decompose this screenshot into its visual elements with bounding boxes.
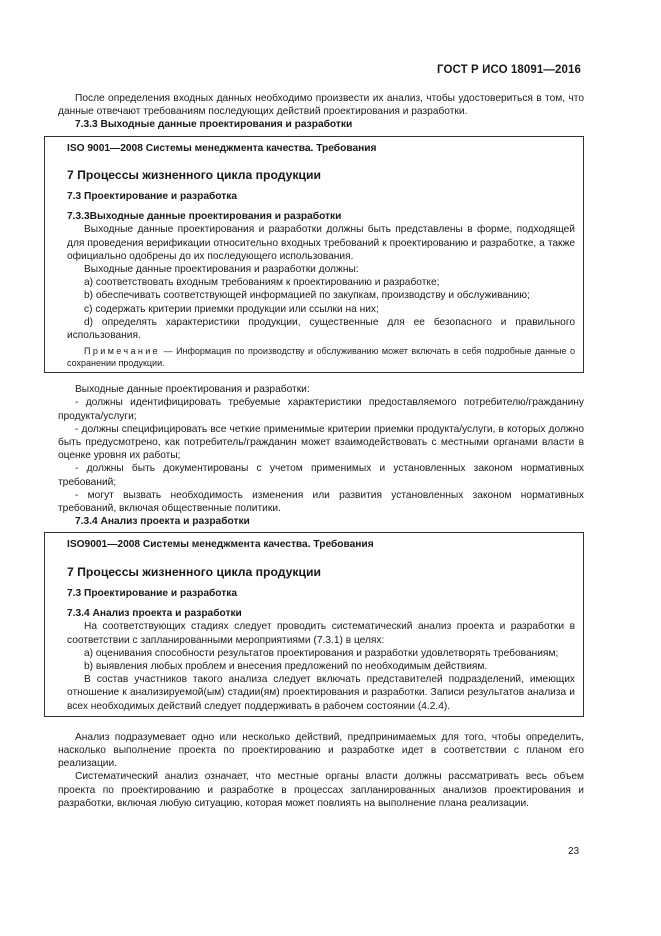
box2-list (67, 647, 575, 673)
box1-heading-7-3: 7.3 Проектирование и разработка (67, 191, 238, 203)
outro-paragraph-2: Систематический анализ означает, что местные органы власти должны рассматривать весь объем проекта по проектированию и разработке в процессах запланированных анализов проектирования и разработки, включая любую ситуацию, которая может повлиять на выполнение плана реализации. (58, 771, 584, 809)
list-item: - должны идентифицировать требуемые характеристики предоставляемого потребителю/гражданину продукта/услуги; (58, 397, 584, 422)
list-item: - могут вызвать необходимость изменения или развития установленных законом нормативных требований, включая общественные политики. (58, 489, 584, 515)
mid-list (58, 396, 584, 515)
list-item: b) обеспечивать соответствующей информацией по закупкам, производству и обслуживанию; (84, 290, 530, 302)
list-item: - должны специфицировать все четкие применимые критерии приемки продукта/услуги, в которых должно быть предусмотрено, как потребитель/гражданин может взаимодействовать с местными органами власти в оценке уровня их работы; (58, 423, 584, 462)
list-item: a) соответствовать входным требованиям к проектированию и разработке; (84, 277, 440, 289)
note-label: Примечание (84, 346, 161, 357)
intro-paragraph: После определения входных данных необходимо произвести их анализ, чтобы удостовериться в том, что данные отвечают требованиям последующих действий проектирования и разработки. (58, 93, 584, 118)
box2-heading-7-3: 7.3 Проектирование и разработка (67, 587, 238, 599)
page-number: 23 (568, 846, 580, 857)
list-item: d) определять характеристики продукции, существенные для ее безопасного и правильного использования. (67, 316, 575, 342)
section-heading-7-3-4: 7.3.4 Анализ проекта и разработки (75, 516, 250, 528)
box2-paragraph-1: На соответствующих стадиях следует проводить систематический анализ проекта и разработки в соответствии с запланированными мероприятиями (7.3.1) в целях: (67, 621, 575, 646)
box1-list (67, 276, 575, 342)
page-content (58, 92, 584, 810)
box1-paragraph-1: Выходные данные проектирования и разработки должны быть представлены в форме, подходящей для проведения верификации относительно входных требований к проектированию и разработке, а также официально одобрены до их последующего использования. (67, 224, 575, 262)
box1-heading-7: 7 Процессы жизненного цикла продукции (67, 167, 321, 182)
box1-heading-7-3-3: 7.3.3Выходные данные проектирования и разработки (67, 211, 342, 223)
list-item: c) содержать критерии приемки продукции или ссылки на них; (84, 303, 379, 315)
document-id-header: ГОСТ Р ИСО 18091—2016 (436, 64, 581, 76)
list-item: b) выявления любых проблем и внесения предложений по необходимым действиям. (84, 660, 488, 672)
iso-quote-box-2 (44, 532, 584, 716)
box1-note (67, 345, 575, 369)
box2-source: ISO9001—2008 Системы менеджмента качества. Требования (67, 539, 374, 551)
iso-quote-box-1 (44, 136, 584, 374)
mid-paragraph: Выходные данные проектирования и разработки: (75, 384, 310, 396)
note-text: — Информация по производству и обслуживанию может включать в себя подробные данные о сохранении продукции. (67, 346, 575, 369)
box2-paragraph-2: В состав участников такого анализа следует включать представителей подразделений, имеющих отношение к анализируемой(ым) стадии(ям) проектирования и разработки. Записи результатов анализа и всех необходимых действий следует поддерживать в рабочем состоянии (4.2.4). (67, 674, 575, 712)
section-heading-7-3-3: 7.3.3 Выходные данные проектирования и разработки (75, 119, 353, 131)
box1-source: ISO 9001—2008 Системы менеджмента качества. Требования (67, 142, 377, 154)
outro-paragraph-1: Анализ подразумевает одно или несколько действий, предпринимаемых для того, чтобы определить, насколько выполнение проекта по проектированию и разработке идет в соответствии с планом его реализации. (58, 731, 584, 770)
list-item: - должны быть документированы с учетом применимых и установленных законом нормативных требований; (58, 463, 584, 488)
box1-paragraph-2: Выходные данные проектирования и разработки должны: (84, 264, 359, 276)
box2-heading-7-3-4: 7.3.4 Анализ проекта и разработки (67, 608, 242, 620)
box2-heading-7: 7 Процессы жизненного цикла продукции (67, 564, 321, 579)
list-item: a) оценивания способности результатов проектирования и разработки удовлетворять требованиям; (84, 647, 559, 659)
